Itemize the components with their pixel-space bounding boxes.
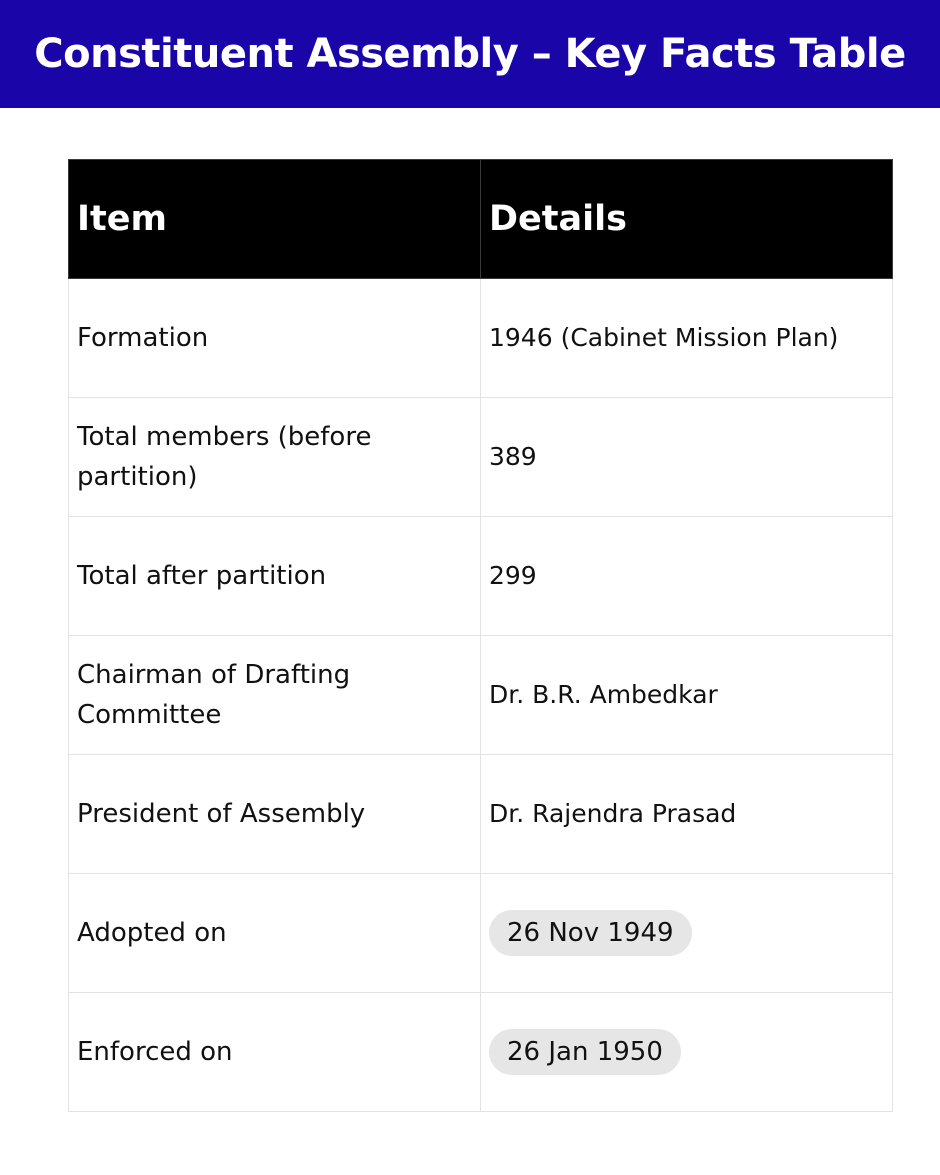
item-cell: Chairman of Drafting Committee [69, 636, 481, 755]
key-facts-table [68, 159, 893, 1112]
table-row [69, 874, 893, 993]
table-header-row [69, 160, 893, 279]
table-row [69, 755, 893, 874]
item-cell: Adopted on [69, 874, 481, 993]
column-header-item: Item [69, 160, 481, 279]
table-row [69, 993, 893, 1112]
date-chip: 26 Jan 1950 [489, 1029, 681, 1075]
details-cell: Dr. Rajendra Prasad [481, 755, 893, 874]
date-chip: 26 Nov 1949 [489, 910, 692, 956]
title-banner [0, 0, 940, 108]
item-cell: Total members (before partition) [69, 398, 481, 517]
details-cell: Dr. B.R. Ambedkar [481, 636, 893, 755]
details-cell: 389 [481, 398, 893, 517]
item-cell: Formation [69, 279, 481, 398]
item-cell: Enforced on [69, 993, 481, 1112]
details-cell [481, 874, 893, 993]
page-title: Constituent Assembly – Key Facts Table [34, 31, 906, 77]
details-cell: 299 [481, 517, 893, 636]
details-cell [481, 993, 893, 1112]
table-row [69, 636, 893, 755]
column-header-details: Details [481, 160, 893, 279]
table-row [69, 279, 893, 398]
details-cell: 1946 (Cabinet Mission Plan) [481, 279, 893, 398]
item-cell: Total after partition [69, 517, 481, 636]
table-row [69, 517, 893, 636]
item-cell: President of Assembly [69, 755, 481, 874]
table-row [69, 398, 893, 517]
